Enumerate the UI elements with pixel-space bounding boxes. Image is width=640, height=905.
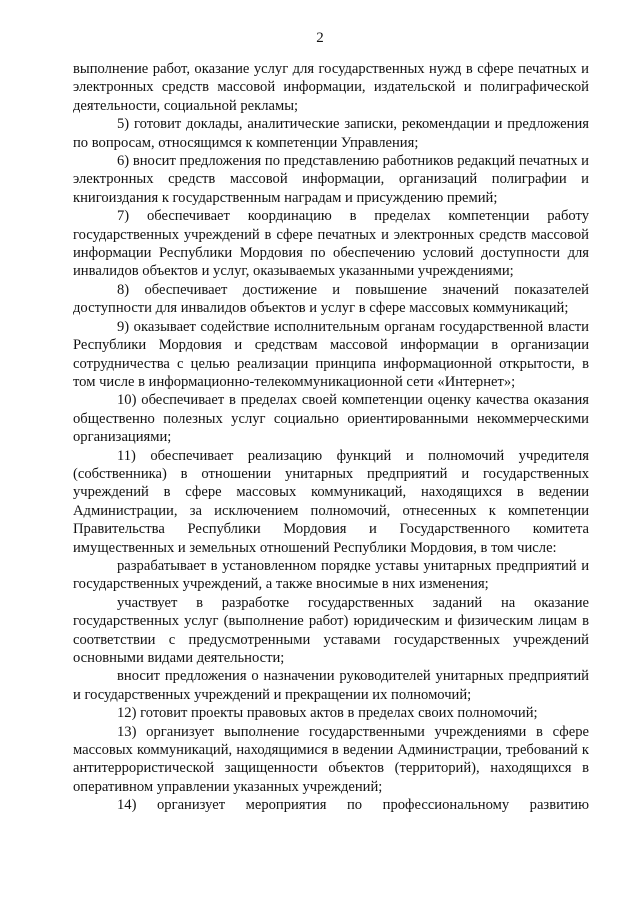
paragraph-item-13: 13) организует выполнение государственными учреждениями в сфере массовых коммуникаций, находящимися в ведении Администрации, требований к антитеррористической защищенности объектов (территорий), находящихся в оперативном управлении указанных учреждений; [73,723,589,795]
paragraph-continuation: выполнение работ, оказание услуг для государственных нужд в сфере печатных и электронных средств массовой информации, издательской и полиграфической деятельности, социальной рекламы; [73,61,589,114]
paragraph-subitem-tasks: участвует в разработке государственных заданий на оказание государственных услуг (выполнение работ) юридическим и физическим лицам в соответствии с предусмотренными уставами государственных учреждений основными видами деятельности; [73,594,589,666]
paragraph-item-7: 7) обеспечивает координацию в пределах компетенции работу государственных учреждений в сфере печатных и электронных средств массовой информации Республики Мордовия по обеспечению условий доступности для инвалидов объектов и услуг, оказываемых указанными учреждениями; [73,208,589,280]
paragraph-item-10: 10) обеспечивает в пределах своей компетенции оценку качества оказания общественно полезных услуг социально ориентированными некоммерческими организациями; [73,392,589,446]
paragraph-item-9: 9) оказывает содействие исполнительным органам государственной власти Республики Мордовия и средствам массовой информации в организации сотрудничества с целью реализации принципа информационной открытости, в том числе в информационно-телекоммуникационной сети «Интернет»; [73,318,589,390]
document-body [73,60,589,815]
paragraph-item-6: 6) вносит предложения по представлению работников редакций печатных и электронных средств массовой информации, организаций полиграфии и книгоиздания к государственным наградам и присуждению премий; [73,153,589,206]
page-number: 2 [316,30,324,46]
paragraph-item-14: 14) организует мероприятия по профессиональному развитию [117,797,589,814]
paragraph-item-8: 8) обеспечивает достижение и повышение значений показателей доступности для инвалидов объектов и услуг в сфере массовых коммуникаций; [73,281,589,317]
paragraph-item-11: 11) обеспечивает реализацию функций и полномочий учредителя (собственника) в отношении унитарных предприятий и государственных учреждений в сфере массовых коммуникаций, находящихся в ведении Администрации, за исключением полномочий, отнесенных к компетенции Правительства Республики Мордовия и Государственного комитета имущественных и земельных отношений Республики Мордовия, в том числе: [73,447,589,556]
paragraph-item-12: 12) готовит проекты правовых актов в пределах своих полномочий; [117,705,538,722]
paragraph-subitem-charters: разрабатывает в установленном порядке уставы унитарных предприятий и государственных учреждений, а также вносимые в них изменения; [73,557,589,593]
paragraph-item-5: 5) готовит доклады, аналитические записки, рекомендации и предложения по вопросам, относящимся к компетенции Управления; [73,116,589,151]
paragraph-subitem-heads: вносит предложения о назначении руководителей унитарных предприятий и государственных учреждений и прекращении их полномочий; [73,668,589,703]
